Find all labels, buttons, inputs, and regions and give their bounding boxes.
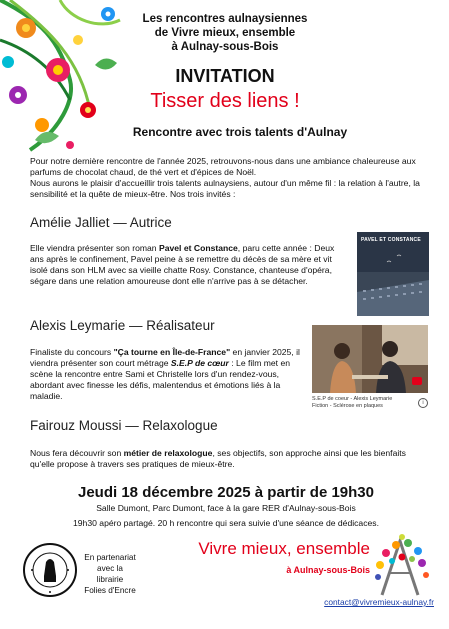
guest3-heading: Fairouz Moussi — Relaxologue — [30, 418, 218, 433]
intro-text — [30, 156, 422, 200]
contact-email-link[interactable]: contact@vivremieux-aulnay.fr — [324, 597, 434, 607]
event-date: Jeudi 18 décembre 2025 à partir de 19h30 — [78, 484, 374, 501]
brand-name: Vivre mieux, ensemble — [198, 539, 370, 558]
guest1-text — [30, 243, 348, 287]
header-line-2: de Vivre mieux, ensemble — [154, 27, 296, 39]
header-line-1: Les rencontres aulnaysiennes — [142, 13, 308, 25]
book-cover-title: PAVEL ET CONSTANCE — [361, 237, 421, 243]
film-caption-line-1: S.E.P de coeur - Alexis Leymarie — [312, 396, 393, 402]
guest2-text — [30, 347, 306, 402]
page-title: Tisser des liens ! — [150, 90, 300, 112]
header-line-3: à Aulnay-sous-Bois — [171, 41, 279, 53]
invitation-heading: INVITATION — [175, 66, 275, 86]
guest2-text-start: Finaliste du concours — [30, 347, 114, 357]
guest2-text-end: : Le film met en scène la rencontre entre Sami et Christelle lors d'un rendez-vous, abordant avec finesse les défis, malentendus et émotions liés à la maladie. — [30, 358, 291, 401]
guest2-heading: Alexis Leymarie — Réalisateur — [30, 318, 215, 333]
partner-line-1: En partenariat — [84, 553, 136, 562]
film-still-art — [312, 325, 428, 393]
partner-line-4: Folies d'Encre — [84, 586, 136, 595]
guest2-film-title: S.E.P de cœur — [170, 358, 229, 368]
page-subtitle: Rencontre avec trois talents d'Aulnay — [132, 125, 348, 139]
info-icon[interactable]: i — [418, 398, 428, 408]
tree-logo — [372, 533, 432, 597]
guest3-text-start: Nous fera découvrir son — [30, 448, 124, 458]
film-caption — [312, 396, 422, 410]
guest1-heading: Amélie Jalliet — Autrice — [30, 215, 172, 230]
bookshop-seal-logo — [22, 542, 78, 598]
event-address: Salle Dumont, Parc Dumont, face à la gare RER d'Aulnay-sous-Bois — [96, 503, 356, 513]
guest3-text — [30, 448, 422, 470]
book-cover-image — [357, 232, 429, 316]
guest1-book-title: Pavel et Constance — [158, 243, 238, 253]
film-still-image — [312, 325, 428, 393]
intro-paragraph-1: Pour notre dernière rencontre de l'année 2025, retrouvons-nous dans une ambiance chaleureuse aux parfums de chocolat chaud, de thé vert et d'épices de Noël. — [30, 156, 416, 177]
guest3-profession: métier de relaxologue — [123, 448, 213, 458]
guest1-text-end: , paru cette année : Deux ans après le confinement, Pavel peine à se remettre du décès de sa mère et vit isolé dans son HLM avec sa vieille chatte Rosy. Constance, chanteuse d'opéra, ségare dans une relation amoureuse dont elle n'arrive pas à se détacher. — [30, 243, 335, 286]
guest2-contest: "Ça tourne en Île-de-France" — [113, 347, 231, 357]
event-schedule: 19h30 apéro partagé. 20 h rencontre qui sera suivie d'une séance de dédicaces. — [73, 518, 379, 528]
book-cover-art — [357, 232, 429, 316]
guest2-text-middle: en janvier 2025, il viendra présenter son court métrage — [30, 347, 300, 368]
intro-paragraph-2: Nous aurons le plaisir d'accueillir trois talents aulnaysiens, autour d'un même fil : la relation à l'autre, la sensibilité et la quête de mieux-être. Nos trois invités : — [30, 178, 420, 199]
partner-line-2: avec la — [97, 564, 123, 573]
guest1-text-start: Elle viendra présenter son roman — [30, 243, 159, 253]
partner-text — [80, 552, 140, 596]
partner-line-3: librairie — [96, 575, 124, 584]
brand-city: à Aulnay-sous-Bois — [286, 565, 370, 575]
guest3-text-end: , ses objectifs, son approche ainsi que les bienfaits qu'elle propose à travers ses pratiques de mieux-être. — [30, 448, 406, 469]
film-caption-line-2: Fiction - Sclérose en plaques — [312, 403, 383, 409]
